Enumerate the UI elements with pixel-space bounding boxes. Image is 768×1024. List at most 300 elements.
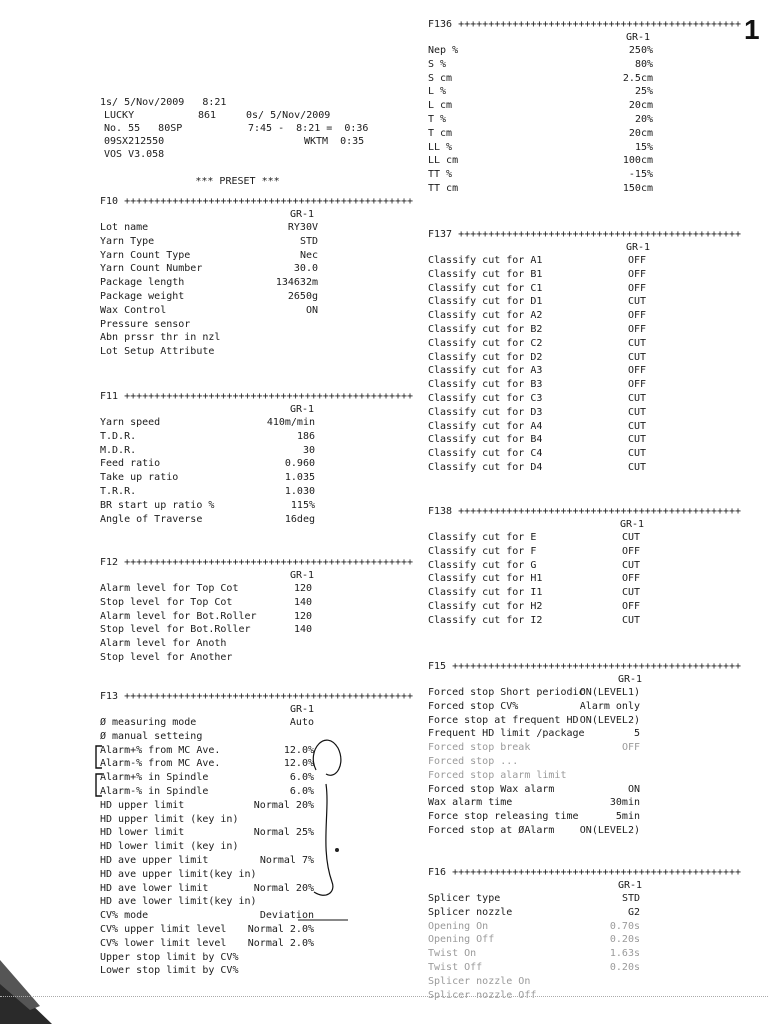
- setting-value: 120: [293, 610, 312, 622]
- setting-row: [100, 854, 375, 868]
- section-f16-group: GR-1: [618, 880, 643, 891]
- setting-row: [100, 964, 375, 978]
- setting-value: 140: [293, 596, 312, 608]
- setting-value: Normal 20%: [253, 882, 314, 894]
- setting-row: [428, 600, 718, 614]
- setting-label: Classify cut for B1: [428, 268, 543, 280]
- setting-row: [428, 154, 718, 168]
- header-row-number: [100, 122, 375, 135]
- setting-value: OFF: [621, 742, 640, 754]
- setting-row: [100, 909, 375, 923]
- setting-value: ON(LEVEL2): [579, 824, 640, 836]
- setting-value: OFF: [621, 545, 640, 557]
- setting-label: Classify cut for H2: [428, 600, 543, 612]
- setting-value: OFF: [621, 573, 640, 585]
- setting-row: [428, 545, 718, 559]
- setting-label: Take up ratio: [100, 472, 179, 484]
- setting-value: -15%: [628, 169, 653, 181]
- setting-row: [100, 923, 375, 937]
- setting-label: S %: [428, 58, 447, 70]
- setting-value: CUT: [627, 461, 646, 473]
- setting-row: [100, 937, 375, 951]
- setting-value: 16deg: [284, 513, 315, 525]
- setting-label: Classify cut for F: [428, 545, 537, 557]
- setting-label: Nep %: [428, 45, 459, 56]
- header-row-lucky: [100, 109, 375, 122]
- setting-label: Lot Setup Attribute: [100, 346, 215, 358]
- setting-row: [100, 771, 375, 785]
- setting-label: Forced stop CV%: [428, 700, 519, 712]
- setting-value: 1.035: [284, 472, 315, 484]
- setting-label: Classify cut for I2: [428, 614, 543, 626]
- section-f11-group: GR-1: [290, 404, 315, 415]
- setting-row: [428, 906, 718, 920]
- setting-row: [100, 730, 375, 744]
- section-f16-heading: F16 ++++++++++++++++++++++++++++++++++++++++++++++++: [428, 867, 742, 878]
- setting-label: Classify cut for A1: [428, 255, 543, 266]
- setting-row: [428, 141, 718, 155]
- setting-label: Ø measuring mode: [100, 717, 197, 728]
- setting-value: CUT: [627, 296, 646, 308]
- header-start-time: 1s/ 5/Nov/2009 8:21: [100, 97, 227, 108]
- setting-label: Forced stop alarm limit: [428, 769, 567, 781]
- setting-label: Twist On: [428, 948, 477, 960]
- setting-label: CV% lower limit level: [100, 937, 227, 949]
- setting-label: Splicer type: [428, 893, 501, 904]
- setting-row: [428, 824, 718, 838]
- setting-row: [100, 951, 375, 965]
- setting-row: [428, 686, 718, 700]
- setting-value: OFF: [627, 282, 646, 294]
- setting-row: [100, 485, 375, 499]
- setting-label: Splicer nozzle Off: [428, 989, 537, 1001]
- setting-value: 30min: [609, 797, 640, 809]
- setting-label: Yarn speed: [100, 417, 161, 428]
- setting-label: Classify cut for D3: [428, 406, 543, 418]
- setting-value: 6.0%: [289, 785, 314, 797]
- section-f137-heading: F137 +++++++++++++++++++++++++++++++++++++++++++++++: [428, 229, 742, 240]
- setting-value: Auto: [289, 717, 314, 728]
- setting-row: [428, 44, 718, 58]
- setting-label: LL %: [428, 141, 453, 153]
- setting-label: Classify cut for A3: [428, 365, 543, 377]
- setting-label: T.D.R.: [100, 430, 137, 442]
- setting-value: CUT: [627, 337, 646, 349]
- setting-label: T.R.R.: [100, 485, 137, 497]
- setting-label: Alarm-% in Spindle: [100, 785, 209, 797]
- setting-label: Alarm+% from MC Ave.: [100, 744, 221, 756]
- setting-row: [100, 840, 375, 854]
- section-f11-rows: [100, 416, 375, 526]
- setting-row: [428, 113, 718, 127]
- setting-row: [428, 769, 718, 783]
- setting-value: 140: [293, 624, 312, 636]
- setting-label: Stop level for Top Cot: [100, 596, 233, 608]
- setting-value: 120: [293, 583, 312, 594]
- setting-row: [428, 85, 718, 99]
- setting-value: 1.63s: [609, 948, 640, 960]
- setting-row: [428, 295, 718, 309]
- header-serial: 09SX212550: [104, 136, 165, 147]
- setting-row: [428, 810, 718, 824]
- setting-value: 2.5cm: [622, 72, 653, 84]
- setting-value: CUT: [627, 406, 646, 418]
- setting-value: Deviation: [259, 910, 314, 922]
- setting-label: Forced stop at ØAlarm: [428, 824, 555, 836]
- setting-label: Classify cut for G: [428, 559, 537, 571]
- setting-row: [100, 651, 375, 665]
- setting-value: Nec: [299, 249, 318, 261]
- setting-row: [100, 582, 375, 596]
- setting-row: [428, 447, 718, 461]
- setting-value: 5min: [615, 811, 640, 823]
- setting-label: Forced stop ...: [428, 755, 519, 767]
- setting-value: 5: [633, 728, 640, 740]
- setting-row: [100, 471, 375, 485]
- setting-row: [428, 614, 718, 628]
- setting-row: [100, 757, 375, 771]
- setting-label: Classify cut for B3: [428, 379, 543, 391]
- setting-value: CUT: [621, 532, 640, 543]
- setting-row: [428, 892, 718, 906]
- header-end-date: 0s/ 5/Nov/2009: [246, 110, 331, 121]
- setting-row: [428, 72, 718, 86]
- setting-label: Classify cut for C4: [428, 448, 543, 460]
- setting-value: 20cm: [628, 100, 653, 112]
- setting-label: Twist Off: [428, 961, 483, 973]
- setting-label: Pressure sensor: [100, 318, 191, 330]
- setting-value: 0.20s: [609, 961, 640, 973]
- setting-label: Angle of Traverse: [100, 513, 203, 525]
- setting-row: [100, 826, 375, 840]
- setting-label: T %: [428, 113, 447, 125]
- setting-row: [428, 461, 718, 475]
- setting-label: Frequent HD limit /package: [428, 728, 585, 740]
- section-f10-group: GR-1: [290, 209, 315, 220]
- setting-label: HD ave lower limit: [100, 882, 209, 894]
- setting-value: 186: [296, 430, 315, 442]
- setting-label: Alarm+% in Spindle: [100, 772, 209, 784]
- setting-row: [100, 290, 375, 304]
- section-f137: [428, 228, 742, 475]
- section-f12-rows: [100, 582, 375, 665]
- section-f10-heading: F10 ++++++++++++++++++++++++++++++++++++++++++++++++: [100, 196, 414, 207]
- setting-row: [100, 276, 375, 290]
- setting-label: Classify cut for B2: [428, 323, 543, 335]
- setting-value: CUT: [627, 392, 646, 404]
- setting-row: [428, 406, 718, 420]
- setting-label: Alarm-% from MC Ave.: [100, 758, 221, 770]
- section-f13: [100, 690, 414, 978]
- setting-row: [428, 531, 718, 545]
- setting-value: Normal 25%: [253, 827, 314, 839]
- setting-label: Wax Control: [100, 304, 167, 316]
- setting-row: [100, 785, 375, 799]
- page-number: 1: [744, 14, 760, 45]
- setting-label: TT %: [428, 169, 453, 181]
- setting-value: OFF: [627, 268, 646, 280]
- setting-value: ON(LEVEL2): [579, 714, 640, 726]
- setting-label: Classify cut for I1: [428, 587, 543, 599]
- setting-row: [428, 58, 718, 72]
- section-f13-heading: F13 ++++++++++++++++++++++++++++++++++++++++++++++++: [100, 691, 414, 702]
- setting-row: [428, 741, 718, 755]
- setting-label: Splicer nozzle On: [428, 975, 531, 987]
- setting-value: ON: [305, 304, 318, 316]
- setting-value: OFF: [621, 600, 640, 612]
- setting-value: CUT: [627, 448, 646, 460]
- setting-row: [100, 813, 375, 827]
- setting-value: 0.70s: [609, 920, 640, 932]
- setting-row: [100, 716, 375, 730]
- header-lucky-number: 861: [198, 110, 217, 121]
- setting-label: Classify cut for A4: [428, 420, 543, 432]
- setting-value: Normal 2.0%: [247, 923, 314, 935]
- setting-row: [428, 933, 718, 947]
- setting-value: 80%: [634, 58, 653, 70]
- setting-row: [428, 727, 718, 741]
- setting-label: Forced stop Short periodic: [428, 687, 585, 698]
- setting-row: [428, 947, 718, 961]
- setting-label: Forced stop Wax alarm: [428, 783, 555, 795]
- section-f15-heading: F15 ++++++++++++++++++++++++++++++++++++++++++++++++: [428, 661, 742, 672]
- setting-label: Force stop releasing time: [428, 811, 579, 823]
- setting-label: BR start up ratio %: [100, 499, 215, 511]
- setting-value: 2650g: [287, 290, 318, 302]
- setting-label: HD upper limit: [100, 799, 185, 811]
- setting-row: [428, 755, 718, 769]
- setting-row: [428, 961, 718, 975]
- section-f13-group: GR-1: [290, 704, 315, 715]
- setting-value: Alarm only: [579, 700, 640, 712]
- section-f137-group: GR-1: [626, 242, 651, 253]
- setting-label: M.D.R.: [100, 444, 137, 456]
- header-lucky: LUCKY: [104, 110, 135, 121]
- setting-label: Alarm level for Top Cot: [100, 583, 239, 594]
- setting-value: CUT: [627, 351, 646, 363]
- setting-label: Alarm level for Bot.Roller: [100, 610, 257, 622]
- setting-row: [428, 420, 718, 434]
- setting-value: 12.0%: [283, 744, 314, 756]
- ink-dot: [335, 848, 339, 852]
- setting-value: ON(LEVEL1): [579, 687, 640, 698]
- setting-value: OFF: [627, 379, 646, 391]
- setting-value: OFF: [627, 310, 646, 322]
- setting-row: [428, 323, 718, 337]
- header-machine-number: No. 55 80SP: [104, 123, 183, 134]
- setting-row: [428, 920, 718, 934]
- setting-row: [100, 868, 375, 882]
- setting-label: Classify cut for H1: [428, 573, 543, 585]
- section-f136-group: GR-1: [626, 32, 651, 43]
- setting-row: [100, 318, 375, 332]
- section-f13-rows: [100, 716, 375, 978]
- setting-value: OFF: [627, 255, 646, 266]
- setting-value: 410m/min: [266, 417, 315, 428]
- setting-label: Opening On: [428, 920, 489, 932]
- setting-value: CUT: [627, 434, 646, 446]
- setting-row: [428, 433, 718, 447]
- setting-row: [100, 221, 375, 235]
- setting-value: 250%: [628, 45, 653, 56]
- setting-value: ON: [627, 783, 640, 795]
- setting-value: CUT: [621, 587, 640, 599]
- setting-value: CUT: [621, 614, 640, 626]
- setting-row: [100, 331, 375, 345]
- setting-label: HD upper limit (key in): [100, 813, 239, 825]
- setting-row: [100, 744, 375, 758]
- setting-label: Stop level for Bot.Roller: [100, 624, 251, 636]
- section-f11-heading: F11 ++++++++++++++++++++++++++++++++++++++++++++++++: [100, 391, 414, 402]
- setting-row: [428, 337, 718, 351]
- setting-row: [100, 895, 375, 909]
- setting-label: Lower stop limit by CV%: [100, 965, 239, 977]
- setting-label: Feed ratio: [100, 458, 161, 470]
- setting-value: OFF: [627, 365, 646, 377]
- section-f136-heading: F136 +++++++++++++++++++++++++++++++++++++++++++++++: [428, 19, 742, 30]
- section-f136: [428, 18, 742, 196]
- setting-label: Lot name: [100, 222, 149, 233]
- setting-row: [428, 796, 718, 810]
- bottom-edge-line: [0, 996, 768, 998]
- setting-row: [428, 586, 718, 600]
- setting-label: Package length: [100, 277, 185, 289]
- setting-row: [428, 182, 718, 196]
- setting-row: [100, 623, 375, 637]
- setting-label: Yarn Count Number: [100, 263, 203, 275]
- section-f138-rows: [428, 531, 718, 628]
- report-header: [100, 96, 375, 188]
- setting-label: Alarm level for Anoth: [100, 638, 227, 650]
- setting-label: Yarn Type: [100, 235, 155, 247]
- setting-value: CUT: [627, 420, 646, 432]
- setting-label: Classify cut for E: [428, 532, 537, 543]
- setting-label: T cm: [428, 127, 453, 139]
- setting-value: 1.030: [284, 485, 315, 497]
- section-f15: [428, 660, 742, 838]
- setting-row: [428, 168, 718, 182]
- setting-label: CV% upper limit level: [100, 923, 227, 935]
- header-duration: 7:45 - 8:21 = 0:36: [248, 123, 369, 134]
- setting-row: [428, 364, 718, 378]
- setting-row: [100, 882, 375, 896]
- setting-label: HD lower limit: [100, 827, 185, 839]
- setting-label: S cm: [428, 72, 453, 84]
- setting-row: [100, 345, 375, 359]
- setting-label: Classify cut for D4: [428, 461, 543, 473]
- setting-label: Forced stop break: [428, 742, 531, 754]
- scanner-shadow: [0, 954, 60, 1024]
- section-f11: [100, 390, 414, 526]
- section-f10-rows: [100, 221, 375, 359]
- setting-value: STD: [299, 235, 318, 247]
- header-wktm: WKTM 0:35: [304, 136, 365, 147]
- setting-row: [428, 700, 718, 714]
- setting-label: TT cm: [428, 182, 459, 194]
- setting-label: Classify cut for D2: [428, 351, 543, 363]
- setting-row: [428, 282, 718, 296]
- setting-value: 115%: [290, 499, 315, 511]
- section-f136-rows: [428, 44, 718, 196]
- setting-row: [428, 351, 718, 365]
- section-f16-rows: [428, 892, 718, 1002]
- setting-row: [100, 249, 375, 263]
- setting-value: 12.0%: [283, 758, 314, 770]
- setting-row: [428, 378, 718, 392]
- header-version: VOS V3.058: [104, 149, 165, 160]
- setting-value: 25%: [634, 86, 653, 98]
- setting-row: [428, 99, 718, 113]
- setting-value: 20%: [634, 113, 653, 125]
- setting-row: [100, 799, 375, 813]
- setting-value: OFF: [627, 323, 646, 335]
- setting-row: [100, 637, 375, 651]
- setting-row: [100, 596, 375, 610]
- setting-label: Yarn Count Type: [100, 249, 191, 261]
- setting-value: Normal 2.0%: [247, 937, 314, 949]
- setting-label: Package weight: [100, 290, 185, 302]
- setting-value: 134632m: [275, 277, 318, 289]
- setting-row: [428, 127, 718, 141]
- setting-label: HD ave lower limit(key in): [100, 896, 257, 908]
- setting-row: [100, 457, 375, 471]
- setting-label: Classify cut for C2: [428, 337, 543, 349]
- setting-label: LL cm: [428, 155, 459, 167]
- setting-row: [428, 309, 718, 323]
- setting-label: Classify cut for C3: [428, 392, 543, 404]
- setting-value: STD: [621, 893, 640, 904]
- setting-label: HD lower limit (key in): [100, 841, 239, 853]
- setting-label: Ø manual setteing: [100, 730, 203, 742]
- section-f12: [100, 556, 414, 665]
- setting-label: CV% mode: [100, 910, 149, 922]
- setting-row: [428, 559, 718, 573]
- preset-title: *** PRESET ***: [195, 176, 280, 187]
- setting-row: [100, 235, 375, 249]
- setting-value: CUT: [621, 559, 640, 571]
- setting-label: Opening Off: [428, 934, 495, 946]
- setting-row: [428, 392, 718, 406]
- section-f138: [428, 505, 742, 628]
- setting-row: [100, 430, 375, 444]
- section-f138-heading: F138 +++++++++++++++++++++++++++++++++++++++++++++++: [428, 506, 742, 517]
- section-f12-group: GR-1: [290, 570, 315, 581]
- setting-value: 0.960: [284, 458, 315, 470]
- setting-row: [100, 304, 375, 318]
- setting-row: [428, 714, 718, 728]
- setting-value: 150cm: [622, 182, 653, 194]
- setting-label: L cm: [428, 100, 453, 112]
- setting-label: Splicer nozzle: [428, 906, 513, 918]
- setting-row: [428, 783, 718, 797]
- setting-row: [100, 610, 375, 624]
- setting-value: 100cm: [622, 155, 653, 167]
- setting-row: [100, 444, 375, 458]
- setting-value: 6.0%: [289, 772, 314, 784]
- section-f138-group: GR-1: [620, 519, 645, 530]
- setting-value: 15%: [634, 141, 653, 153]
- setting-label: HD ave upper limit: [100, 854, 209, 866]
- setting-row: [428, 572, 718, 586]
- section-f12-heading: F12 ++++++++++++++++++++++++++++++++++++++++++++++++: [100, 557, 414, 568]
- setting-label: Classify cut for C1: [428, 282, 543, 294]
- setting-value: 30: [302, 444, 315, 456]
- setting-label: L %: [428, 86, 447, 98]
- setting-row: [100, 416, 375, 430]
- setting-value: 30.0: [293, 263, 318, 275]
- setting-label: Classify cut for D1: [428, 296, 543, 308]
- setting-row: [428, 975, 718, 989]
